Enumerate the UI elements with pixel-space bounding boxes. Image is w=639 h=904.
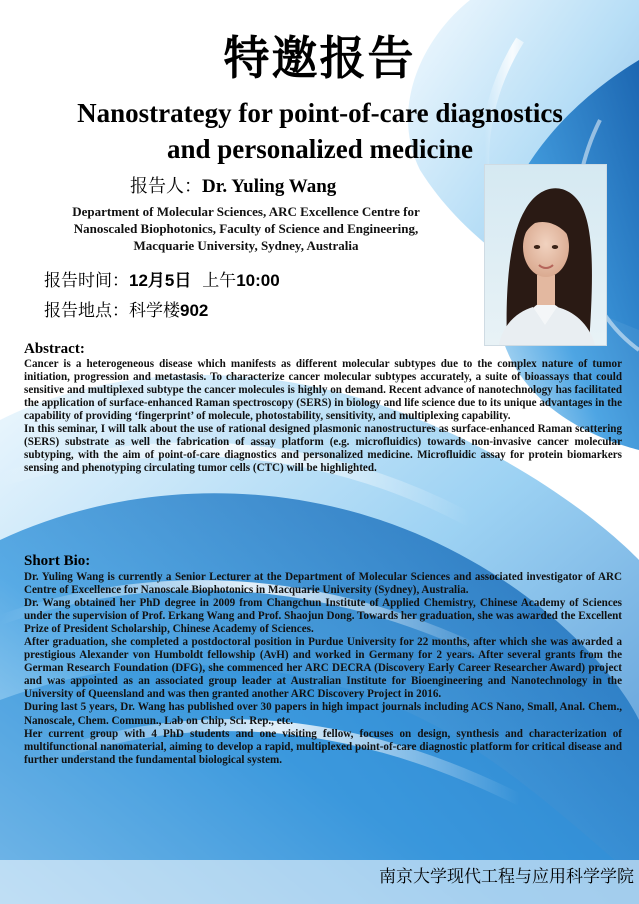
bio-paragraph: Her current group with 4 PhD students and one visiting fellow, focuses on design, synthesis and characterization of multifunctional nanomaterial, aiming to develop a rapid, multiplexed point-of-care diagnostic platform for critical disease and further understand the fundamental biological system. — [24, 727, 622, 766]
bio-paragraph: Dr. Wang obtained her PhD degree in 2009 from Changchun Institute of Applied Chemistry, Chinese Academy of Sciences under the supervision of Prof. Erkang Wang and Prof. Shaojun Dong. Towards her graduation, she was awarded the Excellent Prize of President Scholarship, Chinese Academy of Sciences. — [24, 597, 622, 636]
speaker-portrait-icon — [485, 165, 606, 345]
bio-paragraph: Dr. Yuling Wang is currently a Senior Lecturer at the Department of Molecular Sciences and associated investigator of ARC Centre of Excellence for Nanoscale Biophotonics in Macquarie University (Sydney), Australia. — [24, 571, 622, 597]
bio-paragraph: During last 5 years, Dr. Wang has published over 30 papers in high impact journals including ACS Nano, Small, Anal. Chem., Nanoscale, Chem. Commun., Lab on Chip, Sci. Rep., etc. — [24, 701, 622, 727]
affiliation-line: Nanoscaled Biophotonics, Faculty of Science and Engineering, — [73, 221, 419, 236]
affiliation-line: Department of Molecular Sciences, ARC Excellence Centre for — [72, 204, 420, 219]
time-date: 12月5日 — [129, 271, 192, 290]
talk-place-line — [44, 296, 208, 321]
speaker-label: 报告人： — [130, 176, 202, 197]
speaker-photo — [484, 164, 607, 346]
time-value: 10:00 — [236, 271, 280, 290]
talk-title-line-1: Nanostrategy for point-of-care diagnostics — [77, 98, 563, 128]
place-label: 报告地点： — [44, 301, 129, 321]
talk-title-line-2: and personalized medicine — [166, 134, 473, 164]
abstract-body — [24, 358, 622, 475]
abstract-heading: Abstract: — [24, 341, 85, 357]
speaker-affiliation — [30, 203, 462, 254]
place-building: 科学楼 — [129, 301, 180, 321]
time-label: 报告时间： — [44, 271, 129, 291]
abstract-paragraph: Cancer is a heterogeneous disease which manifests as different molecular subtypes due to the complex nature of tumor initiation, progression and metastasis. To characterize cancer molecular subtypes accurately, a suite of bioassays that could sensitive and multiplexed subtype the cancer molecules is highly on demand. Recent advance of nanotechnology has facilitated the application of surface-enhanced Raman spectroscopy (SERS) in biology and life science due to its unique advantages in the capability of providing ‘fingerprint’ of molecule, photostability, sensitivity, and multiplexing capability. — [24, 358, 622, 423]
bio-paragraph: After graduation, she completed a postdoctoral position in Purdue University for 22 months, after which she was awarded a prestigious Alexander von Humboldt fellowship (AvH) and worked in Germany for 2 years. After several grants from the German Research Foundation (DFG), she commenced her ARC DECRA (Discovery Early Career Researcher Award) project and was appointed as an associated group leader at Australian Institute for Bioengineering and Nanotechnology in the University of Queensland and was then granted another ARC Discovery Project in 2016. — [24, 636, 622, 701]
header-title: 特邀报告 — [223, 31, 416, 85]
place-room: 902 — [180, 301, 209, 320]
bio-heading: Short Bio: — [24, 553, 91, 569]
time-period: 上午 — [202, 271, 237, 291]
speaker-line — [130, 172, 336, 198]
affiliation-line: Macquarie University, Sydney, Australia — [133, 238, 359, 253]
talk-time-line — [44, 266, 280, 291]
organizer-footer: 南京大学现代工程与应用科学学院 — [379, 867, 634, 887]
abstract-paragraph: In this seminar, I will talk about the use of rational designed plasmonic nanostructures as surface-enhanced Raman scattering (SERS) substrate as well the fabrication of assay platform (e.g. microfluidics) towards non-invasive cancer molecular subtyping, with the aim of point-of-care diagnostics and personalized medicine. Microfluidic assay for protein biomarkers sensing and phenotyping circulating tumor cells (CTC) will be highlighted. — [24, 423, 622, 475]
bio-body — [24, 571, 622, 767]
speaker-name: Dr. Yuling Wang — [202, 176, 337, 197]
talk-title — [20, 95, 620, 167]
